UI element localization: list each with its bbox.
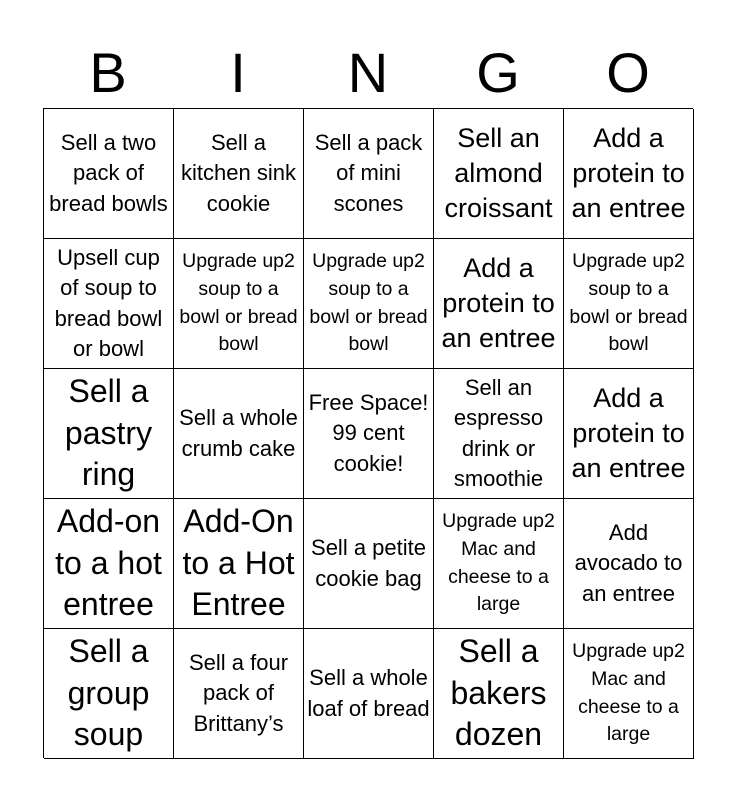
cell-text: Sell a four pack of Brittany’s [188,650,289,736]
bingo-cell[interactable] [434,629,564,759]
cell-text: Sell a whole crumb cake [179,405,298,461]
cell-text: Sell an almond croissant [444,122,553,224]
cell-text: Sell a pastry ring [64,373,153,493]
cell-text: Sell a petite cookie bag [311,535,426,591]
bingo-cell[interactable] [44,369,174,499]
header-letter-o: O [606,41,650,104]
bingo-cell[interactable] [174,239,304,369]
header-letter-g: G [476,41,520,104]
bingo-header [43,38,693,108]
bingo-cell[interactable] [434,369,564,499]
bingo-cell[interactable] [304,629,434,759]
bingo-cell[interactable] [174,369,304,499]
cell-text: Upgrade up2 soup to a bowl or bread bowl [569,250,688,356]
cell-text: Upgrade up2 Mac and cheese to a large [572,640,685,746]
bingo-board [43,108,693,758]
header-letter-n: N [347,41,389,104]
bingo-cell[interactable] [564,109,694,239]
bingo-cell[interactable] [434,239,564,369]
cell-text: Upgrade up2 soup to a bowl or bread bowl [309,250,428,356]
header-letter-b: B [89,41,127,104]
cell-text: Sell a two pack of bread bowls [49,130,168,216]
bingo-cell[interactable] [564,369,694,499]
cell-text: Add avocado to an entree [574,520,683,606]
cell-text: Sell a group soup [67,633,150,753]
cell-text: Upgrade up2 Mac and cheese to a large [442,510,555,616]
cell-text: Upsell cup of soup to bread bowl or bowl [54,245,163,361]
bingo-cell[interactable] [304,109,434,239]
cell-text: Free Space! 99 cent cookie! [308,390,429,476]
bingo-cell[interactable] [44,109,174,239]
bingo-cell[interactable] [174,629,304,759]
cell-text: Sell a kitchen sink cookie [181,130,296,216]
bingo-cell[interactable] [564,629,694,759]
bingo-cell[interactable] [44,499,174,629]
bingo-cell[interactable] [564,239,694,369]
cell-text: Sell an espresso drink or smoothie [453,375,544,491]
cell-text: Add a protein to an entree [571,122,686,224]
bingo-cell[interactable] [44,629,174,759]
bingo-cell[interactable] [174,499,304,629]
bingo-cell[interactable] [174,109,304,239]
bingo-cell[interactable] [564,499,694,629]
free-space-cell[interactable] [304,369,434,499]
cell-text: Add a protein to an entree [571,382,686,484]
header-letter-i: I [230,41,246,104]
bingo-cell[interactable] [434,499,564,629]
cell-text: Add-On to a Hot Entree [182,503,295,623]
cell-text: Add-on to a hot entree [55,503,162,623]
cell-text: Sell a whole loaf of bread [307,665,430,721]
bingo-cell[interactable] [434,109,564,239]
cell-text: Sell a pack of mini scones [314,130,423,216]
cell-text: Upgrade up2 soup to a bowl or bread bowl [179,250,298,356]
bingo-cell[interactable] [304,239,434,369]
bingo-cell[interactable] [44,239,174,369]
bingo-cell[interactable] [304,499,434,629]
cell-text: Sell a bakers dozen [450,633,547,753]
cell-text: Add a protein to an entree [441,252,556,354]
